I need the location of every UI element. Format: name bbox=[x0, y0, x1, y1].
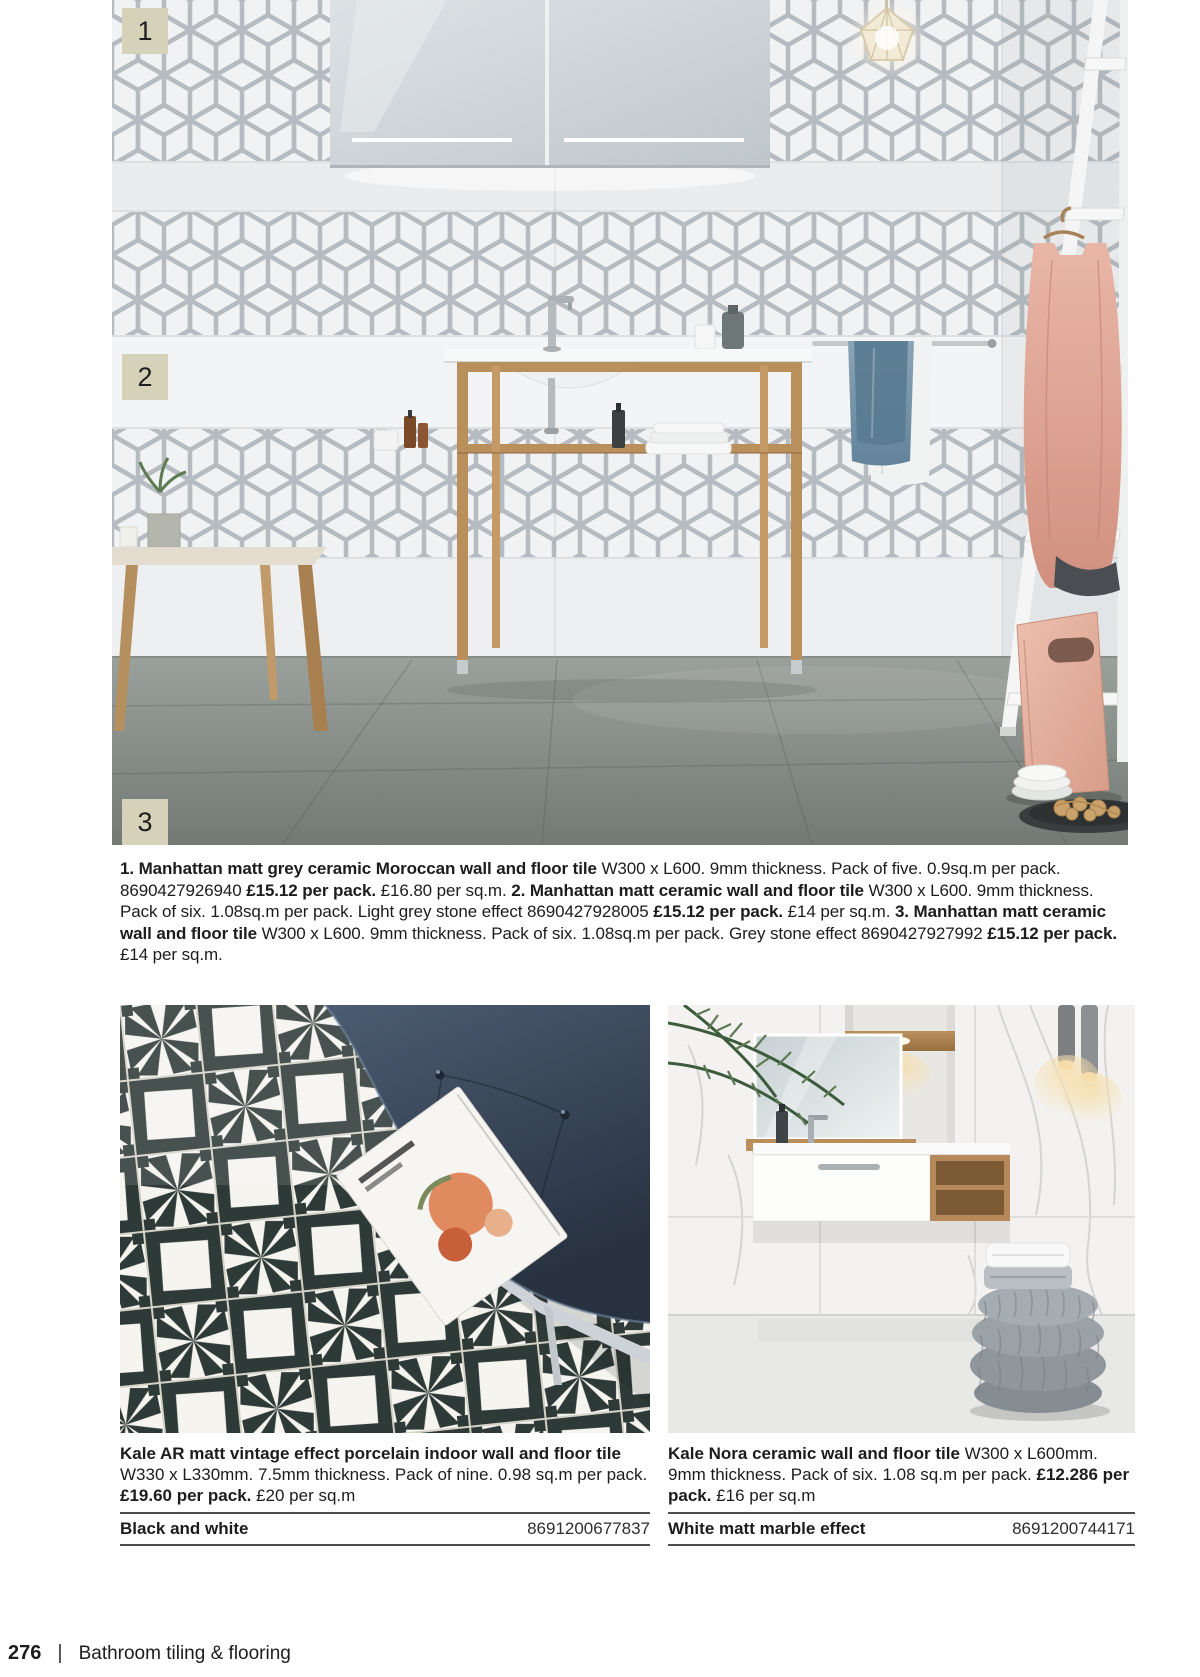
callout-tag-3-label: 3 bbox=[137, 806, 153, 837]
variant-name: Black and white bbox=[120, 1519, 249, 1538]
callout-tag-2 bbox=[122, 354, 168, 400]
hero-products-description: 1. Manhattan matt grey ceramic Moroccan wall and floor tile W300 x L600. 9mm thickness. Pack of five. 0.9sq.m per pack. 8690427926940 £15.12 per pack. £16.80 per sq.m. 2. Manhattan matt ceramic wall and floor tile W300 x L600. 9mm thickness. Pack of six. 1.08sq.m per pack. Light grey stone effect 8690427928005 £15.12 per pack. £14 per sq.m. 3. Manhattan matt ceramic wall and floor tile W300 x L600. 9mm thickness. Pack of six. 1.08sq.m per pack. Grey stone effect 8690427927992 £15.12 per pack. £14 per sq.m. bbox=[120, 859, 1118, 964]
page-footer bbox=[8, 1642, 291, 1665]
variant-barcode: 8691200677837 bbox=[527, 1519, 650, 1538]
variant-name: White matt marble effect bbox=[668, 1519, 866, 1538]
mirror-cabinet bbox=[330, 0, 770, 191]
callout-tag-2-label: 2 bbox=[137, 361, 153, 392]
section-title: Bathroom tiling & flooring bbox=[78, 1643, 291, 1664]
stone-floor bbox=[112, 657, 1128, 845]
variant-barcode: 8691200744171 bbox=[1012, 1519, 1135, 1538]
footer-separator: | bbox=[57, 1642, 63, 1664]
pink-garment bbox=[1024, 243, 1122, 588]
hero-photo-moroccan-tile-bathroom bbox=[112, 0, 1128, 845]
folded-towels bbox=[984, 1243, 1072, 1289]
variant-bar-kale-nora bbox=[668, 1512, 1135, 1546]
product-card-kale-nora bbox=[668, 1005, 1135, 1538]
product-card-kale-ar bbox=[120, 1005, 650, 1538]
product-caption-kale-nora: Kale Nora ceramic wall and floor tile W300 x L600mm. 9mm thickness. Pack of six. 1.08 sq.m per pack. £12.286 per pack. £16 per sq.m bbox=[668, 1444, 1130, 1505]
page-number: 276 bbox=[8, 1642, 42, 1664]
callout-tag-1 bbox=[122, 8, 168, 54]
pendant-light bbox=[847, 0, 927, 78]
callout-tag-1-label: 1 bbox=[137, 15, 153, 46]
product-photo-marble-bathroom bbox=[668, 1005, 1135, 1433]
stacked-bowls bbox=[1012, 765, 1072, 800]
product-caption-kale-ar: Kale AR matt vintage effect porcelain indoor wall and floor tile W330 x L330mm. 7.5mm thickness. Pack of nine. 0.98 sq.m per pack. £19.60 per pack. £20 per sq.m bbox=[120, 1444, 648, 1505]
callout-tag-3 bbox=[122, 799, 168, 845]
hero-scene bbox=[112, 0, 1128, 845]
product-photo-vintage-tile-floor bbox=[120, 1005, 650, 1433]
variant-bar-kale-ar bbox=[120, 1512, 650, 1546]
